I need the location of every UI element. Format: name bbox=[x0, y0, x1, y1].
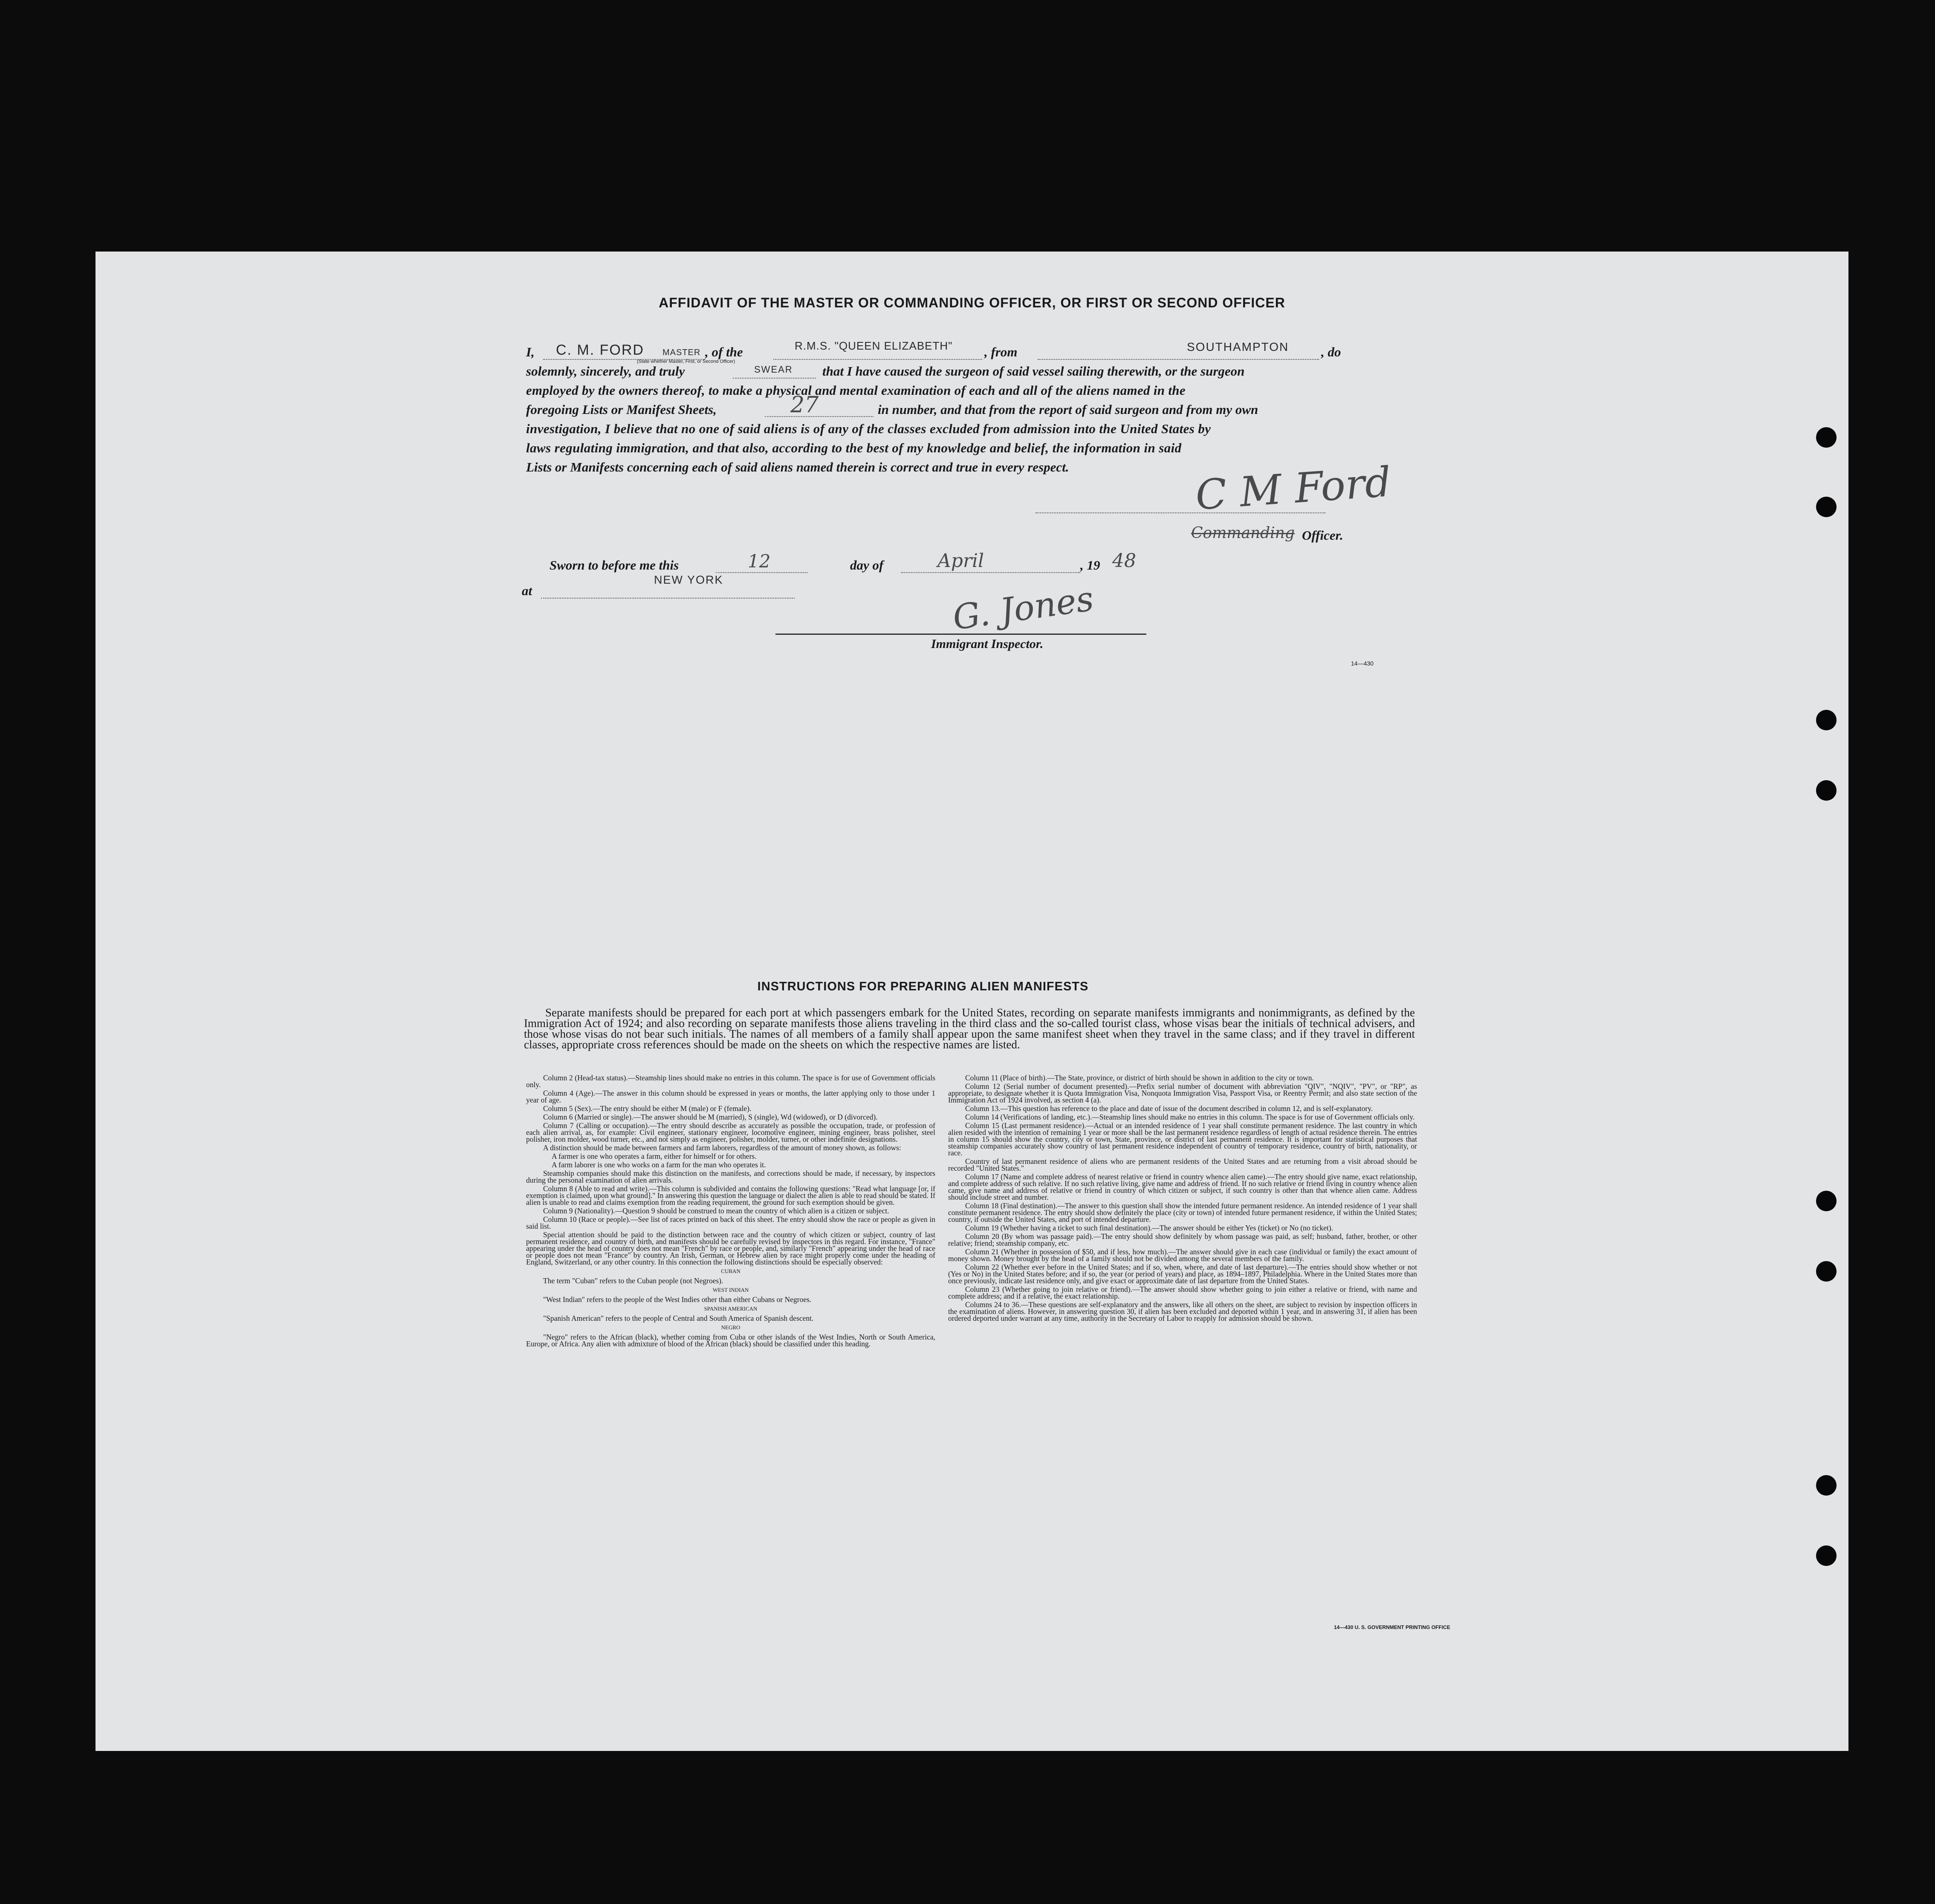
binder-hole bbox=[1816, 710, 1837, 730]
instruction-paragraph: A farm laborer is one who works on a farm for the man who operates it. bbox=[552, 1160, 766, 1169]
oath-line bbox=[733, 378, 816, 379]
place-line bbox=[541, 598, 795, 599]
affidavit-text: I, bbox=[526, 344, 535, 359]
race-heading: NEGRO bbox=[721, 1324, 740, 1331]
instruction-paragraph: "Negro" refers to the African (black), whether coming from Cuba or other islands of the West Indies, North or South America, Europe, or Africa. Any alien with admixture of blood of the African (black) should be classified under this heading. bbox=[526, 1333, 935, 1348]
instruction-paragraph: Column 15 (Last permanent residence).—Actual or an intended residence of 1 year shall constitute permanent residence. The last country in which alien resided with the intention of remaining 1 year or more shall be the last permanent residence regardless of length of actual residence therein. The entries in column 15 should show the country, city or town, State, province, or district of last permanent residence. It is important for statistical purposes that steamship companies accurately show country of last permanent residence independent of country of temporary residence, country of birth, nationality, or race. bbox=[948, 1121, 1417, 1157]
instruction-paragraph: Column 13.—This question has reference to the place and date of issue of the document described in column 12, and is self-explanatory. bbox=[965, 1104, 1373, 1113]
instruction-paragraph: Column 2 (Head-tax status).—Steamship lines should make no entries in this column. The space is for use of Government officials only. bbox=[526, 1074, 935, 1089]
inspector-signature: G. Jones bbox=[950, 579, 1096, 638]
instruction-paragraph: Column 12 (Serial number of document presented).—Prefix serial number of document with abbreviation "QIV", "NQIV", "PV", or "RP", as appropriate, to designate whether it is Quota Immigration Visa, Nonquota Immigration Visa, Passport Visa, or Reentry Permit; and also state section of the Immigration Act of 1924 involved, as section 4 (a). bbox=[948, 1082, 1417, 1104]
instruction-paragraph: Column 23 (Whether going to join relative or friend).—The answer should show whether going to join either a relative or friend, with name and complete address; and if a relative, the exact relationship. bbox=[948, 1285, 1417, 1300]
instruction-paragraph: "West Indian" refers to the people of the West Indies other than either Cubans or Negroes. bbox=[543, 1295, 812, 1304]
master-name: C. M. FORD bbox=[556, 342, 644, 358]
instruction-paragraph: "Spanish American" refers to the people of Central and South America of Spanish descent. bbox=[543, 1314, 814, 1322]
inspector-label: Immigrant Inspector. bbox=[931, 637, 1044, 651]
instructions-intro: Separate manifests should be prepared for each port at which passengers embark for the United States, recording on separate manifests immigrants and nonimmigrants, as defined by the Immigration Act of 1924; and also recording on separate manifests those aliens traveling in the third class and the so-called tourist class, whose visas bear the initials of technical advisers, and those whose visas do not bear such initials. The names of all members of a family shall appear upon the same manifest sheet when they travel in the same class; and if they travel in different classes, appropriate cross references should be made on the sheets on which the respective names are listed. bbox=[524, 1006, 1415, 1051]
affidavit-text: , from bbox=[984, 344, 1018, 359]
instructions-left-column bbox=[526, 1074, 935, 1349]
alien-count: 27 bbox=[790, 392, 819, 418]
affidavit-text: Lists or Manifests concerning each of said aliens named therein is correct and true in every respect. bbox=[526, 460, 1069, 475]
affidavit-text: foregoing Lists or Manifest Sheets, bbox=[526, 402, 717, 417]
instruction-paragraph: Column 9 (Nationality).—Question 9 should be construed to mean the country of which alien is a citizen or subject. bbox=[543, 1207, 889, 1215]
rank-note: (State whether Master, First, or Second Officer) bbox=[637, 359, 735, 364]
instructions-right-column bbox=[948, 1074, 1417, 1323]
instruction-paragraph: A farmer is one who operates a farm, either for himself or for others. bbox=[552, 1152, 757, 1160]
affidavit-text: solemnly, sincerely, and truly bbox=[526, 364, 685, 379]
sworn-text: Sworn to before me this bbox=[550, 558, 679, 573]
instruction-paragraph: Country of last permanent residence of aliens who are permanent residents of the United States and are returning from a visit abroad should be recorded "United States." bbox=[948, 1157, 1417, 1172]
binder-hole bbox=[1816, 1261, 1837, 1282]
form-number: 14—430 bbox=[1351, 660, 1374, 667]
month-line bbox=[901, 572, 1080, 573]
instruction-paragraph: A distinction should be made between farmers and farm laborers, regardless of the amount of money shown, as follows: bbox=[543, 1143, 901, 1152]
race-heading: SPANISH AMERICAN bbox=[704, 1305, 758, 1312]
affidavit-text: , of the bbox=[705, 344, 743, 359]
instruction-paragraph: Column 19 (Whether having a ticket to such final destination).—The answer should be either Yes (ticket) or No (no ticket). bbox=[965, 1224, 1333, 1232]
binder-hole bbox=[1816, 497, 1837, 517]
race-heading: WEST INDIAN bbox=[712, 1287, 749, 1293]
instruction-paragraph: Column 20 (By whom was passage paid).—The entry should show definitely by whom passage was paid, as self; husband, father, brother, or other relative; friend; steamship company, etc. bbox=[948, 1232, 1417, 1247]
instruction-paragraph: Column 10 (Race or people).—See list of races printed on back of this sheet. The entry should show the race or people as given in said list. bbox=[526, 1215, 935, 1230]
instruction-paragraph: Column 21 (Whether in possession of $50, and if less, how much).—The answer should give in each case (individual or family) the exact amount of money shown. Money brought by the head of a family should not be divided among the several members of the family. bbox=[948, 1247, 1417, 1263]
instruction-paragraph: Column 6 (Married or single).—The answer should be M (married), S (single), Wd (widowed), or D (divorced). bbox=[543, 1113, 878, 1121]
affidavit-text: investigation, I believe that no one of said aliens is of any of the classes excluded from admission into the United States by bbox=[526, 421, 1211, 436]
port-line bbox=[1038, 359, 1319, 360]
affidavit-title: AFFIDAVIT OF THE MASTER OR COMMANDING OFFICER, OR FIRST OR SECOND OFFICER bbox=[659, 295, 1285, 310]
instruction-paragraph: Steamship companies should make this distinction on the manifests, and corrections should be made, if necessary, by inspectors during the personal examination of alien arrivals. bbox=[526, 1169, 935, 1184]
instruction-paragraph: Column 17 (Name and complete address of nearest relative or friend in country whence alien came).—The entry should give name, exact relationship, and complete address of such relative. If no such relative living, give name and address of friend. If no such relative or friend living in country whence alien came, give name and address of relative or friend in country of which citizen or subject, if such country is other than that whence alien came. Address should include street and number. bbox=[948, 1172, 1417, 1201]
binder-hole bbox=[1816, 1545, 1837, 1566]
affidavit-text: in number, and that from the report of said surgeon and from my own bbox=[878, 402, 1258, 417]
master-signature: C M Ford bbox=[1194, 458, 1393, 519]
count-line bbox=[765, 416, 873, 417]
binder-hole bbox=[1816, 780, 1837, 801]
race-heading: CUBAN bbox=[721, 1268, 740, 1274]
sworn-text: day of bbox=[850, 558, 884, 573]
officer-label: Officer. bbox=[1302, 528, 1343, 543]
instruction-paragraph: The term "Cuban" refers to the Cuban people (not Negroes). bbox=[543, 1276, 723, 1285]
binder-hole bbox=[1816, 427, 1837, 448]
at-label: at bbox=[522, 583, 532, 598]
affidavit-text: laws regulating immigration, and that also, according to the best of my knowledge and belief, the information in said bbox=[526, 440, 1182, 455]
instruction-paragraph: Column 5 (Sex).—The entry should be either M (male) or F (female). bbox=[543, 1104, 752, 1113]
instructions-title: INSTRUCTIONS FOR PREPARING ALIEN MANIFESTS bbox=[757, 980, 1089, 993]
binder-hole bbox=[1816, 1191, 1837, 1211]
sworn-place: NEW YORK bbox=[654, 573, 723, 586]
printing-office-footer: 14—430 U. S. GOVERNMENT PRINTING OFFICE bbox=[1334, 1624, 1450, 1630]
sworn-year: 48 bbox=[1112, 550, 1136, 572]
affidavit-text: , do bbox=[1321, 344, 1341, 359]
affidavit-text: that I have caused the surgeon of said vessel sailing therewith, or the surgeon bbox=[822, 364, 1245, 379]
day-line bbox=[716, 572, 807, 573]
manifest-sheet bbox=[95, 252, 1848, 1751]
sworn-month: April bbox=[937, 550, 984, 572]
instruction-paragraph: Column 18 (Final destination).—The answer to this question shall show the intended future permanent residence. An intended residence of 1 year shall constitute permanent residence. The entry should show definitely the place (city or town) of intended future permanent residence, if within the United States; country, if outside the United States, and port of intended departure. bbox=[948, 1201, 1417, 1224]
instruction-paragraph: Column 14 (Verifications of landing, etc.).—Steamship lines should make no entries in this column. The space is for use of Government officials only. bbox=[965, 1113, 1415, 1121]
instruction-paragraph: Columns 24 to 36.—These questions are self-explanatory and the answers, like all others on the sheet, are subject to revision by inspection officers in the examination of aliens. However, in answering question 30, if alien has been excluded and deported within 1 year, and in answering 31, if alien has been ordered deported under warrant at any time, authority in the Secretary of Labor to reapply for admission should be shown. bbox=[948, 1300, 1417, 1322]
sworn-text: , 19 bbox=[1080, 558, 1100, 573]
binder-hole bbox=[1816, 1475, 1837, 1496]
rank: MASTER bbox=[662, 348, 701, 357]
departure-port: SOUTHAMPTON bbox=[1187, 340, 1289, 353]
instruction-paragraph: Column 8 (Able to read and write).—This column is subdivided and contains the following questions: "Read what language [or, if exemption is claimed, upon what ground]." In answering this question the language or dialect the alien is able to read should be stated. If alien is unable to read and claims exemption from the reading requirement, the ground for such exemption should be given. bbox=[526, 1184, 935, 1207]
oath-word: SWEAR bbox=[754, 364, 793, 375]
vessel-name: R.M.S. "QUEEN ELIZABETH" bbox=[795, 339, 953, 352]
instruction-paragraph: Column 11 (Place of birth).—The State, province, or district of birth should be shown in addition to the city or town. bbox=[965, 1074, 1314, 1082]
instruction-paragraph: Column 4 (Age).—The answer in this column should be expressed in years or months, the latter applying only to those under 1 year of age. bbox=[526, 1089, 935, 1104]
inspector-line bbox=[775, 634, 1146, 635]
instruction-paragraph: Column 22 (Whether ever before in the United States; and if so, when, where, and date of last departure).—The entries should show whether or not (Yes or No) in the United States before; and if so, the year (or period of years) and place, as 1894–1897, Philadelphia. Where in the United States more than once previously, indicate last residence only, and give exact or approximate date of last departure from the United States. bbox=[948, 1263, 1417, 1285]
vessel-line bbox=[773, 359, 982, 360]
sworn-day: 12 bbox=[748, 551, 771, 572]
struck-title: Commanding bbox=[1191, 524, 1295, 542]
instruction-paragraph: Special attention should be paid to the distinction between race and the country of which citizen or subject, country of last permanent residence, and country of birth, and manifests should be carefully revised by inspectors in this regard. For instance, "France" appearing under the head of country does not mean "French" by race or people, and, similarly "French" appearing under the head of race or people does not mean "France" by country. An Irish, German, or Hebrew alien by race might properly come under the heading of England, Switzerland, or any other country. In this connection the following distinctions should be especially observed: bbox=[526, 1230, 935, 1266]
affidavit-text: employed by the owners thereof, to make a physical and mental examination of each and all of the aliens named in the bbox=[526, 383, 1186, 398]
instruction-paragraph: Column 7 (Calling or occupation).—The entry should describe as accurately as possible the occupation, trade, or profession of each alien arrival, as, for example: Civil engineer, stationary engineer, locomotive engineer, mining engineer, brass polisher, steel polisher, iron molder, wood turner, etc., and not simply as engineer, polisher, molder, turner, or other indefinite designations. bbox=[526, 1121, 935, 1143]
